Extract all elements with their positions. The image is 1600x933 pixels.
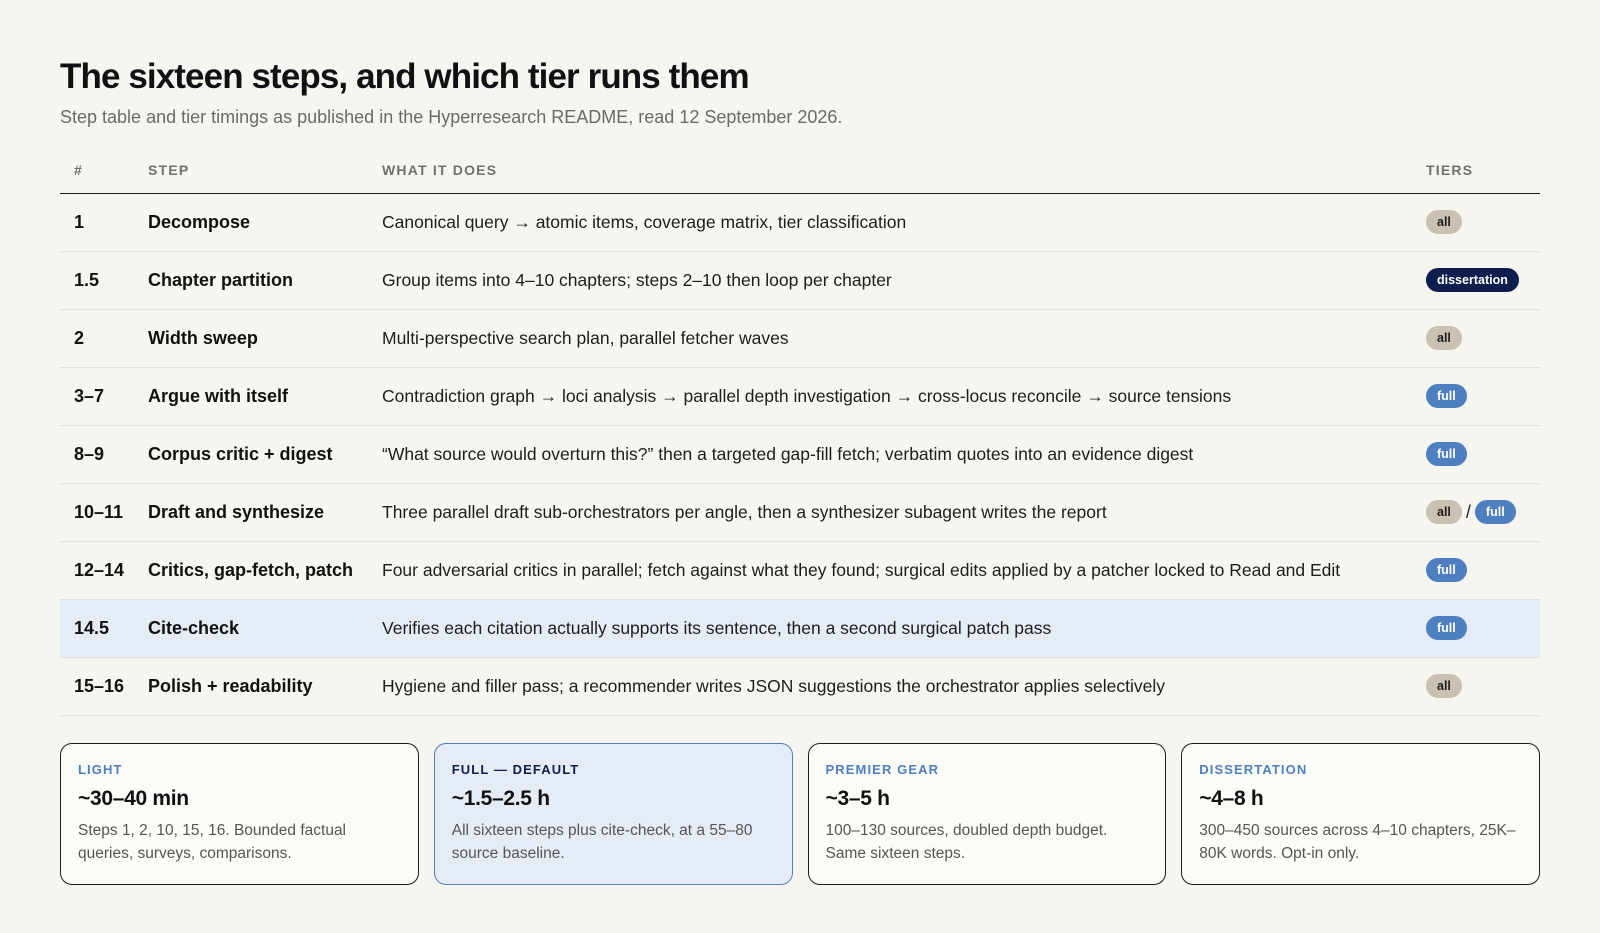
step-description: Four adversarial critics in parallel; fetch against what they found; surgical edits applied by a patcher locked to Read and Edit — [368, 541, 1412, 599]
tier-badge-full: full — [1475, 500, 1516, 524]
step-tiers — [1412, 193, 1540, 251]
table-row — [60, 541, 1540, 599]
step-number: 2 — [60, 309, 134, 367]
step-description: Hygiene and filler pass; a recommender writes JSON suggestions the orchestrator applies selectively — [368, 657, 1412, 715]
tier-card-label: LIGHT — [78, 761, 123, 777]
tier-cards — [60, 743, 1540, 885]
step-tiers — [1412, 251, 1540, 309]
step-description: Three parallel draft sub-orchestrators per angle, then a synthesizer subagent writes the report — [368, 483, 1412, 541]
step-description: Verifies each citation actually supports its sentence, then a second surgical patch pass — [368, 599, 1412, 657]
column-header-num: # — [60, 148, 134, 193]
tier-card-full — [434, 743, 793, 885]
tier-badge-full: full — [1426, 384, 1467, 408]
step-tiers — [1412, 541, 1540, 599]
step-description: Canonical query → atomic items, coverage matrix, tier classification — [368, 193, 1412, 251]
table-row — [60, 251, 1540, 309]
table-row — [60, 193, 1540, 251]
step-tiers — [1412, 309, 1540, 367]
table-row — [60, 309, 1540, 367]
tier-badge-full: full — [1426, 442, 1467, 466]
tier-card-duration: ~30–40 min — [78, 786, 189, 810]
step-description: Group items into 4–10 chapters; steps 2–10 then loop per chapter — [368, 251, 1412, 309]
tier-card-description: 300–450 sources across 4–10 chapters, 25K–80K words. Opt-in only. — [1199, 821, 1516, 862]
page-title: The sixteen steps, and which tier runs them — [60, 57, 749, 96]
table-row — [60, 367, 1540, 425]
tier-card-description: All sixteen steps plus cite-check, at a 55–80 source baseline. — [451, 821, 753, 862]
step-name: Polish + readability — [134, 657, 368, 715]
step-name: Width sweep — [134, 309, 368, 367]
tier-card-dissertation — [1181, 743, 1540, 885]
page-subtitle: Step table and tier timings as published in the Hyperresearch README, read 12 September 2026. — [60, 107, 843, 127]
tier-card-description: Steps 1, 2, 10, 15, 16. Bounded factual queries, surveys, comparisons. — [78, 821, 347, 862]
tier-badge-dissertation: dissertation — [1426, 268, 1519, 292]
step-number: 1.5 — [60, 251, 134, 309]
column-header-step: STEP — [134, 148, 368, 193]
tier-badge-all: all — [1426, 674, 1462, 698]
step-tiers — [1412, 599, 1540, 657]
tier-card-light — [60, 743, 419, 885]
step-name: Cite-check — [134, 599, 368, 657]
step-number: 14.5 — [60, 599, 134, 657]
step-name: Critics, gap-fetch, patch — [134, 541, 368, 599]
step-name: Chapter partition — [134, 251, 368, 309]
step-number: 1 — [60, 193, 134, 251]
step-number: 12–14 — [60, 541, 134, 599]
tier-card-premier — [808, 743, 1167, 885]
tier-badge-full: full — [1426, 616, 1467, 640]
step-description: “What source would overturn this?” then a targeted gap-fill fetch; verbatim quotes into an evidence digest — [368, 425, 1412, 483]
table-row — [60, 483, 1540, 541]
step-number: 3–7 — [60, 367, 134, 425]
tier-card-description: 100–130 sources, doubled depth budget. Same sixteen steps. — [825, 821, 1108, 862]
tier-card-duration: ~4–8 h — [1199, 786, 1264, 810]
tier-card-label: FULL — DEFAULT — [451, 761, 580, 777]
step-tiers — [1412, 425, 1540, 483]
tier-badge-all: all — [1426, 500, 1462, 524]
step-tiers — [1412, 657, 1540, 715]
tier-card-label: DISSERTATION — [1199, 761, 1308, 777]
step-tiers — [1412, 367, 1540, 425]
step-description: Multi-perspective search plan, parallel fetcher waves — [368, 309, 1412, 367]
step-number: 8–9 — [60, 425, 134, 483]
step-number: 10–11 — [60, 483, 134, 541]
tier-card-label: PREMIER GEAR — [825, 761, 940, 777]
steps-table — [60, 148, 1540, 716]
step-name: Decompose — [134, 193, 368, 251]
table-header-row — [60, 148, 1540, 193]
tier-badge-all: all — [1426, 326, 1462, 350]
table-row — [60, 599, 1540, 657]
table-row — [60, 657, 1540, 715]
step-description: Contradiction graph → loci analysis → parallel depth investigation → cross-locus reconcile → source tensions — [368, 367, 1412, 425]
page — [60, 56, 1540, 885]
tier-badge-full: full — [1426, 558, 1467, 582]
column-header-tiers: TIERS — [1412, 148, 1540, 193]
tier-card-duration: ~1.5–2.5 h — [451, 786, 550, 810]
tier-card-duration: ~3–5 h — [825, 786, 890, 810]
tier-separator: / — [1465, 501, 1471, 522]
step-number: 15–16 — [60, 657, 134, 715]
step-name: Corpus critic + digest — [134, 425, 368, 483]
tier-badge-all: all — [1426, 210, 1462, 234]
table-row — [60, 425, 1540, 483]
step-name: Draft and synthesize — [134, 483, 368, 541]
step-tiers — [1412, 483, 1540, 541]
column-header-what: WHAT IT DOES — [368, 148, 1412, 193]
step-name: Argue with itself — [134, 367, 368, 425]
